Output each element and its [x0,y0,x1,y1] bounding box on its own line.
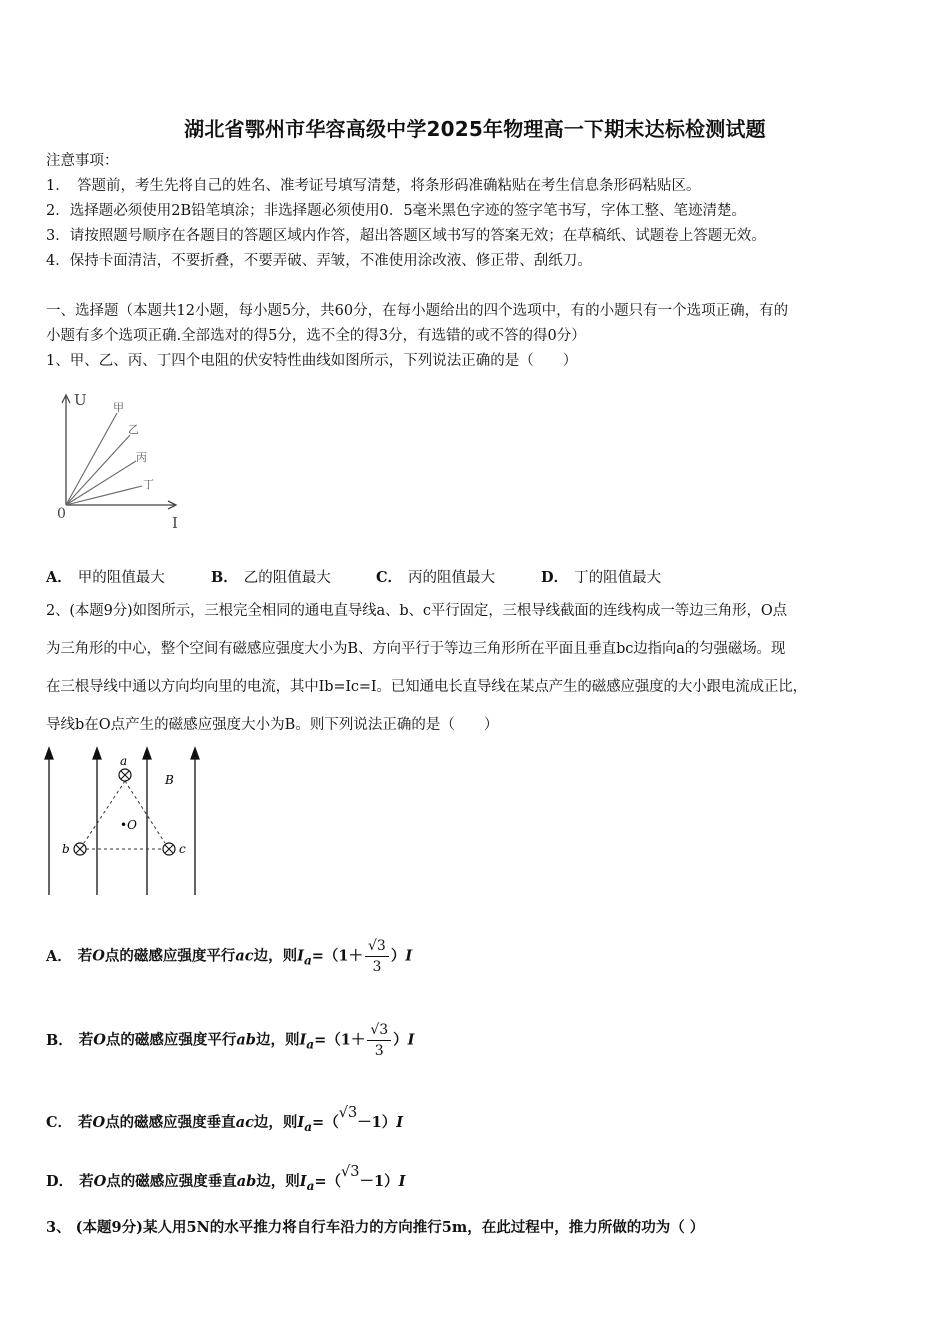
q2-wire-diagram [40,745,210,900]
label-c: c [179,842,186,856]
label-b: b [62,842,70,856]
fraction [367,1020,391,1061]
current-symbol: I [396,1114,404,1131]
current-subscript: a [306,1178,315,1193]
option-text: 若 [78,1114,93,1131]
side-label: ac [235,1114,254,1131]
current-symbol: I [299,1031,307,1049]
label-jia: 甲 [113,401,124,414]
fraction [365,936,389,977]
section-heading-line2: 小题有多个选项正确.全部选对的得5分，选不全的得3分，有选错的或不答的得0分） [46,328,586,344]
option-text: －1） [359,1173,399,1190]
current-symbol: I [407,1031,415,1049]
side-label: ab [236,1031,256,1049]
option-text: 边，则 [253,947,298,965]
label-yi: 乙 [128,423,139,436]
field-arrow-3 [143,748,151,759]
fraction-numerator: √3 [367,1020,391,1041]
option-text: =（ [314,1173,342,1190]
current-subscript: a [304,1119,313,1134]
current-symbol: I [297,947,304,965]
q1-option-b[interactable] [211,568,331,588]
current-symbol: I [398,1173,406,1190]
q2-option-b[interactable] [46,1020,414,1061]
point-o: O [93,1031,106,1049]
sqrt-radicand: 3 [350,1164,360,1180]
label-a: a [120,754,128,768]
field-arrow-4 [191,748,199,759]
current-symbol: I [297,1114,305,1131]
option-text: =（1＋ [314,1031,366,1049]
option-text: 若 [78,1031,94,1049]
notice-item-3: 3．请按照题号顺序在各题目的答题区域内作答，超出答题区域书写的答案无效；在草稿纸、试题卷上答题无效。 [46,228,766,244]
option-text: 若 [79,1173,94,1190]
q2-option-a[interactable] [46,936,412,977]
option-letter: D． [541,569,569,586]
current-subscript: a [303,953,312,968]
point-o: O [92,947,105,965]
q2-option-c[interactable] [46,1105,404,1137]
page-title: 湖北省鄂州市华容高级中学2025年物理高一下期末达标检测试题 [184,117,766,141]
option-letter: D． [46,1173,74,1190]
q2-option-d[interactable] [46,1164,406,1196]
label-ding: 丁 [143,478,154,491]
q2-stem-line3: 在三根导线中通以方向均向里的电流，其中Ib=Ic=I。已知通电长直导线在某点产生的磁感应强度的大小跟电流成正比， [46,679,807,695]
notice-heading: 注意事项： [46,153,119,169]
option-text: 点的磁感应强度垂直 [105,1114,236,1131]
option-letter: A． [46,569,72,586]
option-text: 边，则 [253,1114,298,1131]
q2-stem-line4: 导线b在O点产生的磁感应强度大小为B。则下列说法正确的是（ ） [46,717,499,733]
option-letter: C． [376,569,403,586]
sqrt-expression: √3 [341,1164,360,1180]
side-label: ac [235,947,254,965]
option-text: 点的磁感应强度平行 [104,947,236,965]
fraction-denominator: 3 [372,959,382,975]
sqrt-expression: √3 [338,1105,358,1121]
q3-stem: 3、 (本题9分)某人用5N的水平推力将自行车沿力的方向推行5m，在此过程中，推力所做的功为（ ） [46,1219,705,1236]
current-symbol: I [405,947,413,965]
curve-bing [66,461,136,505]
q2-stem-line2: 为三角形的中心，整个空间有磁感应强度大小为B、方向平行于等边三角形所在平面且垂直bc边指向a的匀强磁场。现 [46,641,786,657]
point-o: O [93,1173,107,1190]
option-text: ） [393,1031,408,1049]
option-text: 乙的阻值最大 [243,570,331,586]
label-o: •O [120,818,137,832]
x-axis-label: I [172,514,178,532]
triangle-side-ac [125,781,165,843]
q1-option-a[interactable] [46,568,165,588]
current-subscript: a [306,1037,315,1052]
q1-iv-graph [50,385,200,540]
curve-ding [66,486,142,505]
q2-stem-line1: 2、(本题9分)如图所示，三根完全相同的通电直导线a、b、c平行固定，三根导线截面的连线构成一等边三角形，O点 [46,603,787,619]
label-field-b: B [165,773,174,787]
option-text: =（1＋ [311,947,364,965]
option-text: 丙的阻值最大 [408,570,496,586]
side-label: ab [236,1173,257,1190]
option-letter: B． [46,1031,73,1049]
sqrt-radicand: 3 [347,1105,358,1121]
fraction-numerator: √3 [365,936,389,957]
option-text: 丁的阻值最大 [574,570,662,586]
section-heading-line1: 一、选择题（本题共12小题，每小题5分，共60分，在每小题给出的四个选项中，有的小题只有一个选项正确，有的 [46,303,789,319]
notice-item-4: 4．保持卡面清洁，不要折叠，不要弄破、弄皱，不准使用涂改液、修正带、刮纸刀。 [46,253,592,269]
option-text: 点的磁感应强度平行 [105,1031,237,1049]
curve-jia [66,413,117,505]
curve-yi [66,435,130,505]
option-text: 点的磁感应强度垂直 [106,1173,237,1190]
field-arrow-1 [45,748,53,759]
triangle-side-ab [84,781,125,843]
notice-item-2: 2．选择题必须使用2B铅笔填涂；非选择题必须使用0．5毫米黑色字迹的签字笔书写，字体工整、笔迹清楚。 [46,203,747,219]
q1-stem: 1、甲、乙、丙、丁四个电阻的伏安特性曲线如图所示，下列说法正确的是（ ） [46,353,578,369]
option-text: 若 [77,947,93,965]
option-letter: A． [46,947,72,965]
label-bing: 丙 [136,451,147,464]
origin-label: 0 [57,506,66,522]
option-letter: B． [211,569,238,586]
option-text: ） [390,947,406,965]
current-symbol: I [299,1173,307,1190]
option-text: 边，则 [256,1173,300,1190]
option-text: 边，则 [255,1031,300,1049]
field-arrow-2 [93,748,101,759]
option-letter: C． [46,1114,73,1131]
option-text: =（ [312,1114,339,1131]
fraction-denominator: 3 [374,1043,384,1059]
option-text: －1） [357,1114,397,1131]
y-axis-label: U [74,391,87,409]
point-o: O [92,1114,106,1131]
notice-item-1: 1． 答题前，考生先将自己的姓名、准考证号填写清楚，将条形码准确粘贴在考生信息条形码粘贴区。 [46,178,701,194]
q1-option-c[interactable] [376,568,495,588]
q1-option-d[interactable] [541,568,661,588]
option-text: 甲的阻值最大 [77,570,165,586]
